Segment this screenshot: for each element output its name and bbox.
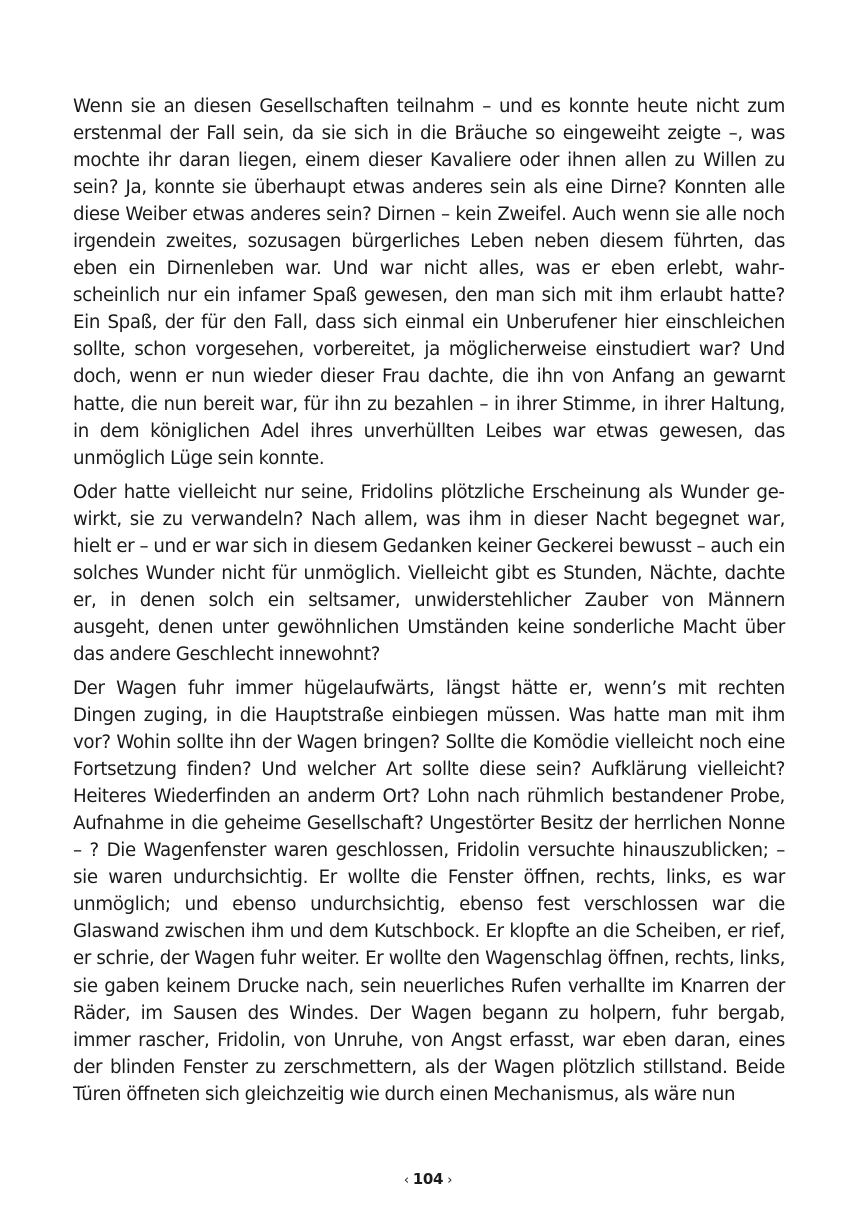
page-number-right-mark: › <box>447 1173 453 1188</box>
page-number-value: 104 <box>412 1170 444 1188</box>
page-number <box>0 1170 856 1188</box>
page-number-left-mark: ‹ <box>403 1173 409 1188</box>
body-text <box>73 93 785 1115</box>
paragraph-2: Oder hatte vielleicht nur seine, Fridolins plötzliche Erscheinung als Wunder gewirkt, sie zu verwandeln? Nach allem, was ihm in dieser Nacht begegnet war, hielt er – und er war sich in diesem Gedanken keiner Geckerei bewusst – auch ein solches Wunder nicht für unmöglich. Vielleicht gibt es Stunden, Nächte, dachte er, in denen solch ein seltsamer, unwiderstehlicher Zauber von Männern ausgeht, denen unter gewöhnlichen Umständen keine sonderliche Macht über das andere Geschlecht innewohnt? <box>73 481 785 665</box>
paragraph-1: Wenn sie an diesen Gesellschaften teilnahm – und es konnte heute nicht zum erstenmal der Fall sein, da sie sich in die Bräuche so eingeweiht zeigte –, was mochte ihr daran liegen, einem dieser Kavaliere oder ihnen allen zu Willen zu sein? Ja, konnte sie überhaupt etwas anderes sein als eine Dirne? Konnten alle diese Weiber etwas anderes sein? Dirnen – kein Zweifel. Auch wenn sie alle noch irgendein zweites, sozusagen bürgerliches Leben neben diesem führten, das eben ein Dirnenleben war. Und war nicht alles, was er eben erlebt, wahrscheinlich nur ein infamer Spaß gewesen, den man sich mit ihm erlaubt hatte? Ein Spaß, der für den Fall, dass sich einmal ein Unberufener hier einschleichen sollte, schon vorgesehen, vorbereitet, ja möglicherweise einstudiert war? Und doch, wenn er nun wieder dieser Frau dachte, die ihn von Anfang an gewarnt hatte, die nun bereit war, für ihn zu bezahlen – in ihrer Stimme, in ihrer Haltung, in dem königlichen Adel ihres unverhüllten Leibes war etwas gewesen, das unmöglich Lüge sein konnte. <box>73 96 785 469</box>
paragraph-3: Der Wagen fuhr immer hügelaufwärts, längst hätte er, wenn’s mit rechten Dingen zuging, in die Hauptstraße einbiegen müssen. Was hatte man mit ihm vor? Wohin sollte ihn der Wagen bringen? Sollte die Komödie vielleicht noch eine Fortsetzung finden? Und welcher Art sollte diese sein? Aufklärung vielleicht? Heiteres Wiederfinden an anderm Ort? Lohn nach rühmlich bestandener Probe, Aufnahme in die geheime Gesellschaft? Ungestörter Besitz der herrlichen Nonne – ? Die Wagenfenster waren geschlossen, Fridolin versuchte hinauszublicken; – sie waren undurchsichtig. Er wollte die Fenster öffnen, rechts, links, es war unmöglich; und ebenso undurchsichtig, ebenso fest verschlossen war die Glaswand zwischen ihm und dem Kutschbock. Er klopfte an die Scheiben, er rief, er schrie, der Wagen fuhr weiter. Er wollte den Wagenschlag öffnen, rechts, links, sie gaben keinem Drucke nach, sein neuerliches Rufen verhallte im Knarren der Räder, im Sausen des Windes. Der Wagen begann zu holpern, fuhr bergab, immer rascher, Fridolin, von Unruhe, von Angst erfasst, war eben daran, eines der blinden Fenster zu zerschmettern, als der Wagen plötzlich stillstand. Beide Türen öffneten sich gleichzeitig wie durch einen Mechanismus, als wäre nun <box>73 677 785 1105</box>
